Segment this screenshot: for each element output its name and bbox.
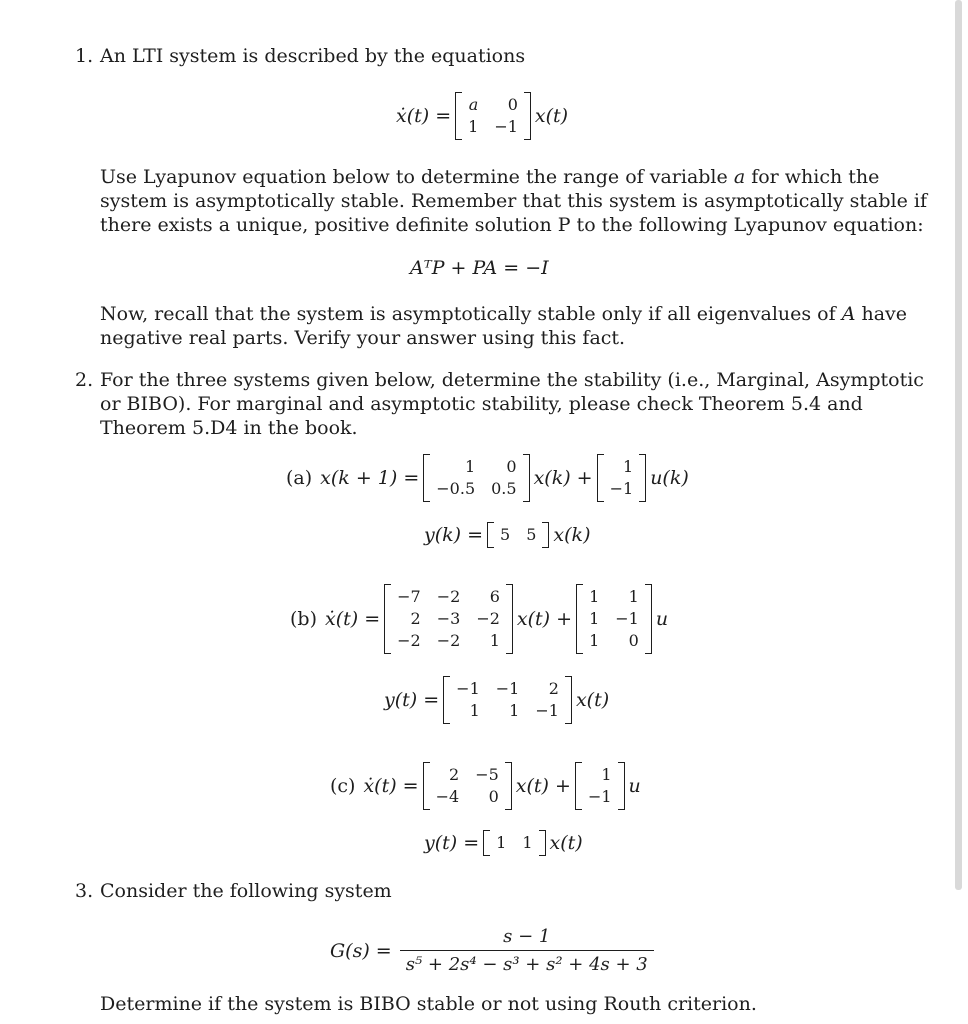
problem-2-line-1: For the three systems given below, determine the stability (i.e., Marginal, Asymptotic xyxy=(100,369,924,391)
problem-3-intro: Consider the following system xyxy=(100,880,392,902)
problem-3-question: Determine if the system is BIBO stable or not using Routh criterion. xyxy=(100,993,757,1015)
matrix-cell: 2 xyxy=(548,679,559,698)
matrix-cell: 0 xyxy=(628,631,639,650)
matrix-cell: −1 xyxy=(535,701,559,720)
matrix-cell: 1 xyxy=(509,701,520,720)
label-a: (a) xyxy=(286,467,313,489)
eq-lhs: y(t) = xyxy=(384,689,440,711)
matrix-cell: −1 xyxy=(456,679,480,698)
matrix-cell: 1 xyxy=(601,765,612,784)
matrix-C xyxy=(487,522,549,548)
eq-lhs: ẋ(t) = xyxy=(363,775,419,797)
variable-A: A xyxy=(841,303,856,325)
eq-end: u xyxy=(655,608,669,630)
matrix-cell: a xyxy=(468,95,479,114)
problem-1-line-2: system is asymptotically stable. Remember that this system is asymptotically stable if xyxy=(100,190,928,212)
tf-denominator: s⁵ + 2s⁴ − s³ + s² + 4s + 3 xyxy=(400,950,654,975)
eq-lhs: ẋ(t) = xyxy=(325,608,381,630)
matrix-cell: 2 xyxy=(449,765,460,784)
matrix-cell: −1 xyxy=(495,679,520,698)
problem-2-line-2: or BIBO). For marginal and asymptotic stability, please check Theorem 5.4 and xyxy=(100,393,863,415)
matrix-cell: −2 xyxy=(436,587,461,606)
matrix-cell: −1 xyxy=(587,787,612,806)
eq-mid: x(k) + xyxy=(533,467,593,489)
problem-1-line-5: negative real parts. Verify your answer using this fact. xyxy=(100,327,626,349)
lyapunov-equation: AᵀP + PA = −I xyxy=(410,257,549,279)
matrix-C xyxy=(483,830,545,856)
problem-1-state-equation xyxy=(396,92,568,140)
tf-numerator: s − 1 xyxy=(503,926,551,947)
label-b: (b) xyxy=(290,608,317,630)
system-c-state-equation xyxy=(330,762,641,810)
matrix-A xyxy=(384,584,513,654)
problem-2-number: 2. xyxy=(75,369,94,391)
matrix-cell: 1 xyxy=(522,833,533,852)
variable-a: a xyxy=(733,166,746,188)
problem-1-line-4 xyxy=(100,302,907,326)
eq-end: x(t) xyxy=(575,689,610,711)
matrix-cell: −4 xyxy=(435,787,460,806)
text-segment: for which the xyxy=(751,166,880,188)
matrix-A xyxy=(423,762,512,810)
matrix-cell: −2 xyxy=(476,609,500,628)
matrix-cell: 5 xyxy=(500,525,511,544)
matrix-cell: 1 xyxy=(489,631,500,650)
matrix-cell: −7 xyxy=(397,587,421,606)
matrix-cell: −3 xyxy=(436,609,461,628)
matrix-cell: 0 xyxy=(507,95,518,114)
matrix-cell: 1 xyxy=(589,587,600,606)
scrollbar[interactable] xyxy=(955,0,962,890)
eq-lhs: ẋ(t) = xyxy=(396,105,452,127)
matrix-cell: 1 xyxy=(589,631,600,650)
problem-1-number: 1. xyxy=(75,45,94,67)
matrix-cell: 1 xyxy=(623,457,634,476)
text-segment: Now, recall that the system is asymptotically stable only if all eigenvalues of xyxy=(100,303,836,325)
matrix-cell: −1 xyxy=(609,479,634,498)
matrix-B xyxy=(597,454,647,502)
matrix-cell: 1 xyxy=(469,701,480,720)
matrix-cell: 5 xyxy=(526,525,537,544)
system-b-output-equation xyxy=(384,676,609,724)
problem-1-intro: An LTI system is described by the equations xyxy=(100,45,526,67)
matrix-cell: −1 xyxy=(615,609,639,628)
eq-lhs: y(k) = xyxy=(424,524,484,546)
matrix-cell: 6 xyxy=(489,587,500,606)
eq-end: x(t) xyxy=(549,832,583,854)
problem-1-line-3: there exists a unique, positive definite solution P to the following Lyapunov equation: xyxy=(100,214,924,236)
eq-end: u xyxy=(628,775,641,797)
text-segment: Use Lyapunov equation below to determine the range of variable xyxy=(100,166,728,188)
eq-rhs: x(t) xyxy=(534,105,569,127)
eq-lhs: x(k + 1) = xyxy=(320,467,420,489)
matrix-cell: −0.5 xyxy=(436,479,476,498)
matrix-cell: −2 xyxy=(397,631,421,650)
eq-mid: x(t) + xyxy=(515,775,571,797)
matrix-cell: 1 xyxy=(589,609,600,628)
matrix-cell: 1 xyxy=(496,833,507,852)
eq-end: u(k) xyxy=(650,467,689,489)
matrix-cell: −5 xyxy=(475,765,499,784)
problem-1-line-1 xyxy=(100,165,879,189)
matrix-cell: 0 xyxy=(488,787,499,806)
matrix-B xyxy=(575,762,625,810)
system-a-output-equation xyxy=(424,522,590,548)
matrix-C xyxy=(443,676,572,724)
text-segment: have xyxy=(861,303,908,325)
matrix-a xyxy=(455,92,531,140)
problem-3-number: 3. xyxy=(75,880,94,902)
matrix-cell: 2 xyxy=(410,609,421,628)
label-c: (c) xyxy=(330,775,356,797)
eq-lhs: y(t) = xyxy=(424,832,480,854)
matrix-B xyxy=(576,584,652,654)
system-a-state-equation xyxy=(286,454,689,502)
matrix-cell: −1 xyxy=(494,117,518,136)
matrix-cell: 0 xyxy=(506,457,517,476)
system-b-state-equation xyxy=(290,584,668,654)
matrix-cell: 1 xyxy=(464,457,476,476)
tf-fraction xyxy=(400,926,654,975)
matrix-cell: 1 xyxy=(628,587,639,606)
matrix-cell: 0.5 xyxy=(491,479,517,498)
eq-mid: x(t) + xyxy=(516,608,573,630)
eq-end: x(k) xyxy=(553,524,591,546)
matrix-cell: −2 xyxy=(436,631,461,650)
problem-2-line-3: Theorem 5.D4 in the book. xyxy=(100,417,358,439)
system-c-output-equation xyxy=(424,830,583,856)
tf-lhs: G(s) = xyxy=(330,939,392,962)
matrix-A xyxy=(423,454,529,502)
transfer-function xyxy=(330,926,654,975)
matrix-cell: 1 xyxy=(468,117,479,136)
